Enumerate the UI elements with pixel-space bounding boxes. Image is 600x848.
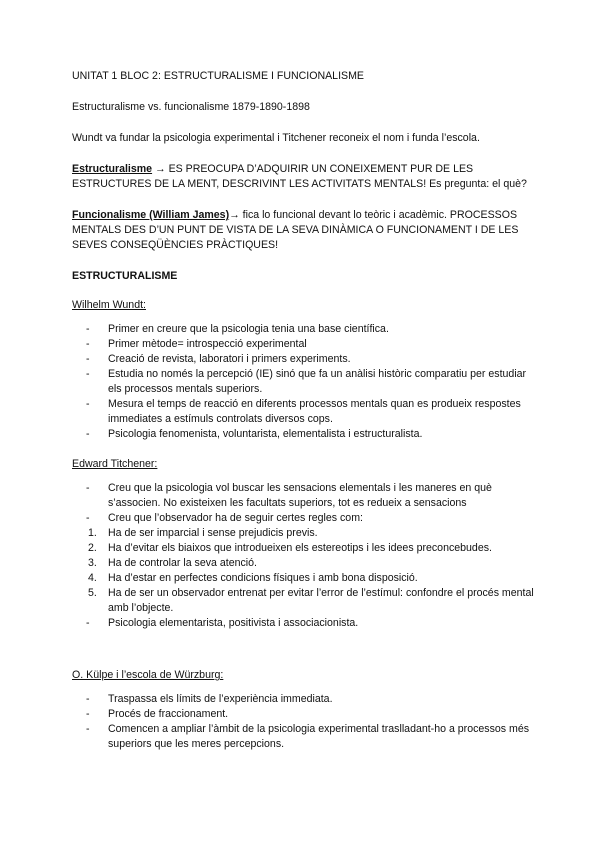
wundt-heading: Wilhelm Wundt: bbox=[72, 299, 146, 311]
document-subtitle: Estructuralisme vs. funcionalisme 1879-1890-1898 bbox=[72, 101, 310, 113]
wundt-list bbox=[72, 322, 542, 442]
document-title: UNITAT 1 BLOC 2: ESTRUCTURALISME I FUNCIONALISME bbox=[72, 70, 364, 82]
estructuralisme-term: Estructuralisme bbox=[72, 163, 153, 175]
list-item: - Psicologia fenomenista, voluntarista, elementalista i estructuralista. bbox=[86, 428, 423, 440]
spacer bbox=[72, 646, 542, 668]
funcionalisme-definition bbox=[72, 208, 542, 253]
list-item: - Psicologia elementarista, positivista i associacionista. bbox=[86, 617, 359, 629]
estructuralisme-text: ES PREOCUPA D’ADQUIRIR UN CONEIXEMENT PUR DE LES ESTRUCTURES DE LA MENT, DESCRIVINT LES ACTIVITATS MENTALS! Es pregunta: el què? bbox=[72, 163, 527, 190]
document-body bbox=[72, 69, 542, 752]
list-item: 3. Ha de controlar la seva atenció. bbox=[88, 557, 257, 569]
section-heading: ESTRUCTURALISME bbox=[72, 270, 178, 282]
kulpe-heading: O. Külpe i l’escola de Würzburg: bbox=[72, 669, 224, 681]
titchener-heading: Edward Titchener: bbox=[72, 458, 158, 470]
list-item: 5. Ha de ser un observador entrenat per evitar l’error de l’estímul: confondre el procés mental amb l’objecte. bbox=[88, 587, 534, 614]
list-item: - Mesura el temps de reacció en diferents processos mentals quan es produeix respostes immediates a estímuls controlats diversos cops. bbox=[86, 398, 521, 425]
list-item: - Primer en creure que la psicologia tenia una base científica. bbox=[86, 323, 389, 335]
list-item: - Primer mètode= introspecció experimental bbox=[86, 338, 307, 350]
list-item: - Creació de revista, laboratori i primers experiments. bbox=[86, 353, 351, 365]
titchener-list bbox=[72, 481, 542, 631]
kulpe-list bbox=[72, 692, 542, 752]
list-item: 4. Ha d’estar en perfectes condicions físiques i amb bona disposició. bbox=[88, 572, 418, 584]
list-item: - Creu que la psicologia vol buscar les sensacions elementals i les maneres en què s’associen. No existeixen les facultats superiors, tot es redueix a sensacions bbox=[86, 482, 492, 509]
arrow: → bbox=[152, 163, 169, 175]
funcionalisme-term: Funcionalisme (William James) bbox=[72, 209, 230, 221]
list-item: 2. Ha d’evitar els biaixos que introdueixen els estereotips i les idees preconcebudes. bbox=[88, 542, 492, 554]
list-item: - Creu que l’observador ha de seguir certes regles com: bbox=[86, 512, 363, 524]
funcionalisme-text: fica lo funcional devant lo teòric i acadèmic. PROCESSOS MENTALS DES D’UN PUNT DE VISTA DE LA SEVA DINÀMICA O FUNCIONAMENT I DE LES SEVES CONSEQÜÈNCIES PRÀCTIQUES! bbox=[72, 209, 519, 251]
arrow: → bbox=[229, 209, 243, 221]
list-item: - Estudia no només la percepció (IE) sinó que fa un anàlisi històric comparatiu per estudiar els processos mentals superiors. bbox=[86, 368, 527, 395]
list-item: 1. Ha de ser imparcial i sense prejudicis previs. bbox=[88, 527, 318, 539]
intro-paragraph: Wundt va fundar la psicologia experimental i Titchener reconeix el nom i funda l’escola. bbox=[72, 132, 480, 144]
list-item: - Procés de fraccionament. bbox=[86, 708, 229, 720]
estructuralisme-definition bbox=[72, 162, 542, 192]
list-item: - Comencen a ampliar l’àmbit de la psicologia experimental traslladant-ho a processos més superiors que les meres percepcions. bbox=[86, 723, 530, 750]
list-item: - Traspassa els límits de l’experiència immediata. bbox=[86, 693, 333, 705]
